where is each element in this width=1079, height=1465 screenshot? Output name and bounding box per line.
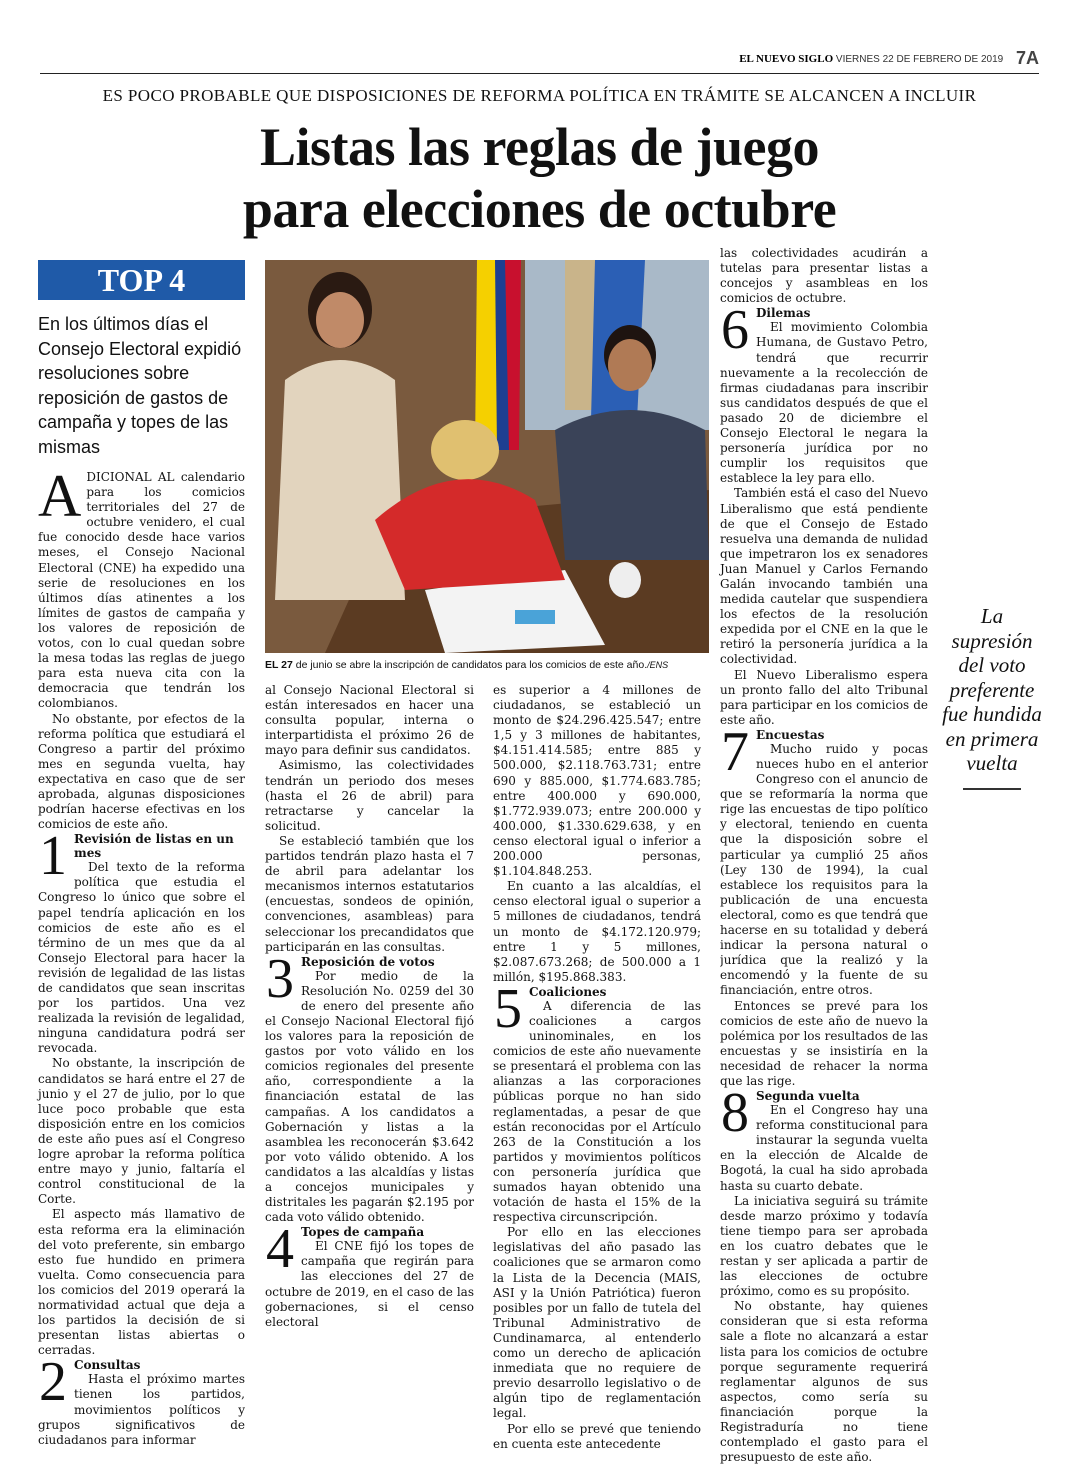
- paragraph-continuation: al Consejo Nacional Electoral si están interesados en hacer una consulta popular, interna o interpartidista el próximo 26 de mayo para definir sus candidatos.: [265, 683, 474, 758]
- pull-quote: [942, 604, 1042, 790]
- intro-paragraph: DICIONAL AL calendario para los comicios territoriales del 27 de octubre venidero, el cual fue conocido desde hace varios meses, el Consejo Nacional Electoral (CNE) ha expedido una serie de resoluciones en los últimos días atinentes a los límites de gastos de campaña y los valores de reposición de votos, con lo cual quedan sobre la mesa todas las reglas de juego para esta nueva cita con la democracia que tendrán los colombianos.: [38, 470, 245, 711]
- paragraph-continuation: es superior a 4 millones de ciudadanos, se estableció un monto de $24.296.425.547; entre 1,5 y 3 millones de habitantes, $4.151.414.585; entre 885 y 500.000, $2.118.763.731; entre 690 y 885.000, $1.774.683.785; entre 400.000 y 690.000, $1.772.939.073; entre 200.000 y 400.000, $1.330.629.638, y en censo electoral igual o inferior a 200.000 personas, $1.104.848.253.: [493, 683, 701, 879]
- article-column-1: [38, 463, 245, 1448]
- section-3: [265, 955, 474, 1226]
- paragraph: El CNE fijó los topes de campaña que regirán para las elecciones del 27 de octubre de 2019, en el caso de las gobernaciones, si el censo electoral: [265, 1239, 474, 1329]
- section-number: 8: [721, 1089, 749, 1145]
- section-2: [38, 1358, 245, 1447]
- drop-cap: A: [38, 463, 82, 529]
- paragraph: No obstante, por efectos de la reforma política que estudiará el Congreso a partir del próximo mes en segunda vuelta, hay expectativa en caso que de ser aprobada, algunas disposiciones podrían hacerse efectivas en los comicios de este año.: [38, 711, 245, 832]
- headline: [60, 116, 1019, 240]
- section-title: Coaliciones: [529, 984, 607, 999]
- section-title: Segunda vuelta: [756, 1089, 860, 1104]
- paragraph: Por medio de la Resolución No. 0259 del 30 de enero del presente año el Consejo Nacional Electoral fijó los valores para la reposición de gastos por voto válido en los comicios regionales del presente año, correspondiente a la financiación estatal de las campañas. A los candidatos a Gobernación y listas a la asamblea les reconocerán $3.642 por voto válido obtenido. A los candidatos a las alcaldías y listas a concejos municipales y distritales les pagarán $2.195 por cada voto válido obtenido.: [265, 968, 474, 1225]
- paragraph: Del texto de la reforma política que estudia el Congreso lo único que sobre el papel tendría aplicación en los comicios de este año es el término de un mes que da al Consejo Electoral para hacer la revisión de legalidad de las listas de candidatos que sean inscritas por los partidos. Una vez realizada la revisión de legalidad, ninguna candidatura podrá ser revocada.: [38, 860, 245, 1056]
- paragraph: La iniciativa seguirá su trámite desde marzo próximo y todavía tiene tiempo para ser aprobada en los cuatro debates que le restan y ser aplicada a partir de las elecciones de octubre próximo, como es su propósito.: [720, 1193, 928, 1299]
- section-8: [720, 1089, 928, 1194]
- masthead: [40, 48, 1039, 74]
- section-title: Topes de campaña: [301, 1225, 425, 1240]
- pull-quote-rule: [963, 788, 1021, 790]
- paragraph: Se estableció también que los partidos tendrán plazo hasta el 7 de abril para adelantar los mecanismos internos estatutarios (encuestas, sondeos de opinión, convenciones, asambleas) para seleccionar los precandidatos que participarán en las consultas.: [265, 833, 474, 954]
- paragraph: Por ello en las elecciones legislativas del año pasado las coaliciones que se armaron como la Lista de la Decencia (MAIS, ASI y la Unión Patriótica) fueron posibles por un fallo de tutela del Tribunal Administrativo de Cundinamarca, al entenderlo como un derecho de aplicación inmediata que no requiere de previo desarrollo legislativo o de algún tipo de reglamentación legal.: [493, 1225, 701, 1421]
- photo-illustration: [265, 260, 709, 653]
- section-number: 3: [266, 954, 294, 1010]
- section-1: [38, 832, 245, 1056]
- issue-date: VIERNES 22 DE FEBRERO DE 2019: [835, 54, 1004, 65]
- section-number: 7: [721, 727, 749, 783]
- section-title: Reposición de votos: [301, 954, 435, 969]
- section-title: Encuestas: [756, 727, 825, 742]
- publication-name: EL NUEVO SIGLO: [739, 53, 834, 65]
- section-title: Revisión de listas en un mes: [74, 832, 234, 861]
- section-number: 6: [721, 306, 749, 362]
- paragraph: Entonces se prevé para los comicios de este año de nuevo la polémica por los resultados de las encuestas y se insistiría en la necesidad de rehacer la norma que las rige.: [720, 998, 928, 1088]
- paragraph: A diferencia de las coaliciones a cargos uninominales, en los comicios de este año nuevamente se presentará el problema con las alianzas a las corporaciones públicas porque no han sido reglamentadas, a pesar de que están reconocidas por el Artículo 263 de la Constitución a los partidos y movimientos políticos con personería jurídica que sumados hayan obtenido una votación de hasta el 15% de la respectiva circunscripción.: [493, 998, 701, 1225]
- section-5: [493, 985, 701, 1225]
- paragraph-continuation: las colectividades acudirán a tutelas para presentar listas a concejos y asambleas en los comicios de octubre.: [720, 246, 928, 306]
- paragraph: Mucho ruido y pocas nueces hubo en el anterior Congreso con el anuncio de que se reformaría la norma que rige las encuestas de tipo político y electoral, teniendo en cuenta que la disposición sobre el particular ya cumplió 25 años (Ley 130 de 1994), la cual establece los requisitos para la publicación de una encuesta electoral, como es que tendrá que hacerse en su totalidad y deberá indicar la persona natural o jurídica que la realizó y la encomendó y la fuente de su financiación, entre otros.: [720, 741, 928, 998]
- section-title: Consultas: [74, 1358, 141, 1373]
- headline-line-2: para elecciones de octubre: [242, 179, 837, 239]
- section-number: 5: [494, 984, 522, 1040]
- photo-caption: [265, 659, 709, 672]
- paragraph: También está el caso del Nuevo Liberalismo que está pendiente de que el Consejo de Estado resuelva una demanda de nulidad que impetraron los ex senadores Juan Manuel y Carlos Fernando Galán invocando también una medida cautelar que suspendiera los efectos de la resolución expedida por el CNE en la que le retiró la personería jurídica a la colectividad.: [720, 486, 928, 667]
- section-number: 2: [39, 1358, 67, 1414]
- caption-text: de junio se abre la inscripción de candidatos para los comicios de este año.: [292, 659, 648, 671]
- headline-line-1: Listas las reglas de juego: [259, 117, 819, 177]
- article-photo: [265, 260, 709, 653]
- kicker: ES POCO PROBABLE QUE DISPOSICIONES DE REFORMA POLÍTICA EN TRÁMITE SE ALCANCEN A INCLUIR: [102, 86, 977, 105]
- article-column-4: [720, 246, 928, 1465]
- paragraph: No obstante, la inscripción de candidatos se hará entre el 27 de junio y el 27 de julio, por lo que luce poco probable que esta disposición entre en los comicios de este año pues así el Congreso logre aprobar la reforma política entre mayo y junio, faltaría el control constitucional de la Corte.: [38, 1056, 245, 1207]
- top4-badge: TOP 4: [38, 260, 245, 300]
- paragraph: Por ello se prevé que teniendo en cuenta este antecedente: [493, 1421, 701, 1451]
- paragraph: No obstante, hay quienes consideran que si esta reforma sale a flote no alcanzará a estar lista para los comicios de octubre porque seguramente requerirá reglamentar algunos de sus aspectos, como sería su financiación porque la Registraduría no tiene contemplado el gasto para el presupuesto de este año.: [720, 1299, 928, 1465]
- paragraph: El movimiento Colombia Humana, de Gustavo Petro, tendrá que recurrir nuevamente a la recolección de firmas ciudadanas para inscribir sus candidatos después de que el pasado 20 de diciembre el Consejo Electoral le negara la personería jurídica por no cumplir los requisitos que establece la ley para ello.: [720, 320, 928, 486]
- section-4: [265, 1225, 474, 1330]
- section-title: Dilemas: [756, 306, 811, 321]
- article-column-2: [265, 683, 474, 1330]
- page-number: 7A: [1015, 48, 1039, 68]
- paragraph: Asimismo, las colectividades tendrán un periodo dos meses (hasta el 26 de abril) para retractarse y cancelar la solicitud.: [265, 758, 474, 833]
- paragraph: El Nuevo Liberalismo espera un pronto fallo del alto Tribunal para participar en los comicios de este año.: [720, 667, 928, 727]
- caption-lead: EL 27: [265, 659, 293, 671]
- paragraph-continued: Hasta el próximo martes tienen los partidos, movimientos políticos y grupos significativos de ciudadanos para informar: [38, 1372, 245, 1447]
- paragraph: En cuanto a las alcaldías, el censo electoral igual o superior a 5 millones de ciudadanos, tendrá un monto de $4.172.120.979; entre 1 y 5 millones, $2.087.673.268; de 500.000 a 1 millón, $195.868.383.: [493, 879, 701, 984]
- photo-credit: /ENS: [647, 660, 669, 670]
- pull-quote-text: La supresión del voto preferente fue hundida en primera vuelta: [942, 604, 1042, 775]
- section-7: [720, 728, 928, 999]
- section-number: 4: [266, 1225, 294, 1281]
- section-number: 1: [39, 832, 67, 888]
- section-6: [720, 306, 928, 486]
- paragraph: En el Congreso hay una reforma constitucional para instaurar la segunda vuelta en la elección de Alcalde de Bogotá, la cual ha sido aprobada hasta su cuarto debate.: [720, 1103, 928, 1193]
- paragraph: El aspecto más llamativo de esta reforma era la eliminación del voto preferente, sin embargo esto fue hundido en primera vuelta. Como consecuencia para los comicios del 2019 operará la normatividad actual que deja a los partidos la decisión de si presentan listas abiertas o cerradas.: [38, 1207, 245, 1358]
- article-column-3: [493, 683, 701, 1452]
- dek: En los últimos días el Consejo Electoral expidió resoluciones sobre reposición de gastos de campaña y topes de las mismas: [38, 314, 242, 457]
